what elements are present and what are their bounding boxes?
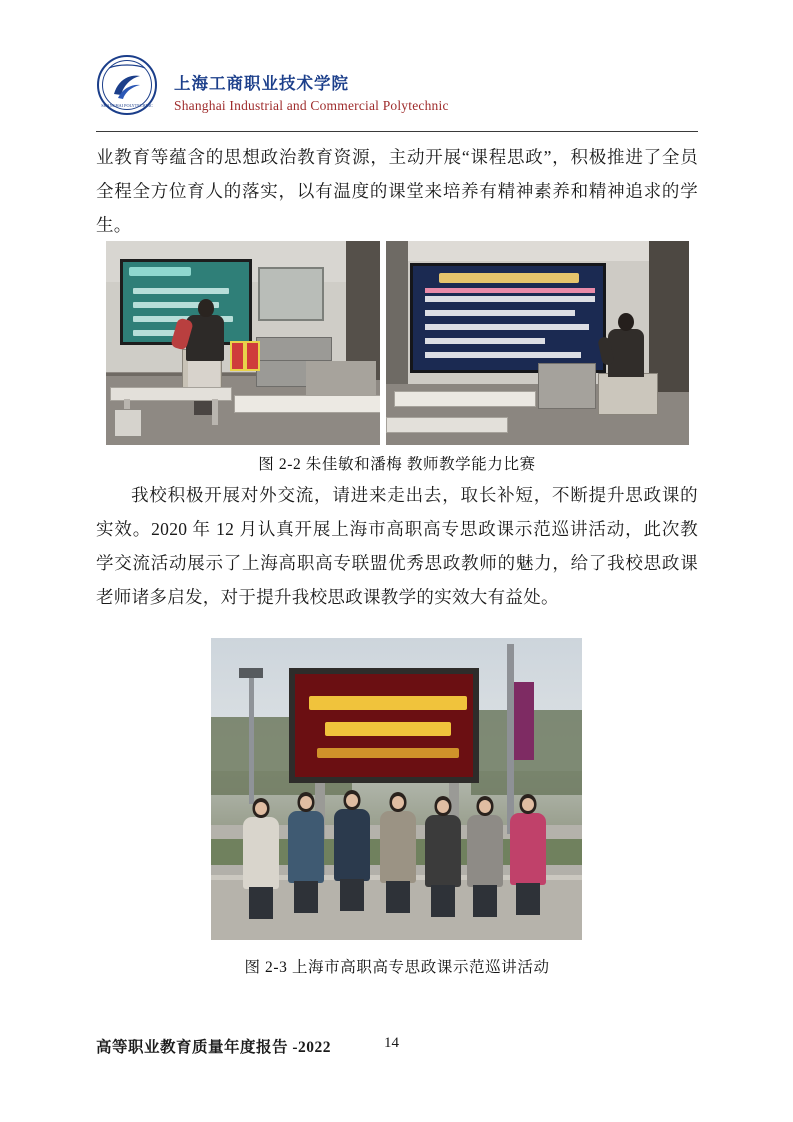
person-figure	[505, 794, 551, 926]
document-header	[96, 54, 696, 124]
person-figure	[283, 792, 329, 926]
svg-text:SHANGHAI POLYTECHNIC: SHANGHAI POLYTECHNIC	[101, 103, 153, 108]
lecture-projector-photo	[386, 241, 689, 445]
footer-title: 高等职业教育质量年度报告 -2022	[96, 1039, 332, 1056]
led-billboard	[289, 668, 479, 783]
person-figure	[239, 798, 283, 926]
school-crest-icon	[96, 54, 158, 116]
person-figure	[375, 792, 421, 926]
figure-2-3-caption: 图 2-3 上海市高职高专思政课示范巡讲活动	[244, 959, 550, 976]
group-photo-campus	[211, 638, 582, 940]
classroom-screen-photo	[106, 241, 380, 445]
school-name-en: Shanghai Industrial and Commercial Polytechnic	[174, 98, 449, 113]
body-paragraph-2: 我校积极开展对外交流，请进来走出去，取长补短，不断提升思政课的实效。2020 年 12 月认真开展上海市高职高专思政课示范巡讲活动，此次教学交流活动展示了上海高职高专联盟优秀思政教师的魅力，给了我校思政课老师诸多启发，对于提升我校思政课教学的实效大有益处。	[96, 485, 698, 607]
figure-2-2-images	[106, 241, 689, 445]
page-number: 14	[384, 1035, 399, 1051]
body-paragraph-1: 业教育等蕴含的思想政治教育资源，主动开展“课程思政”，积极推进了全员全程全方位育人的落实，以有温度的课堂来培养有精神素养和精神追求的学生。	[96, 147, 698, 235]
figure-2-2-caption: 图 2-2 朱佳敏和潘梅 教师教学能力比赛	[258, 456, 536, 473]
school-name-cn: 上海工商职业技术学院	[174, 74, 349, 93]
person-figure	[463, 796, 507, 926]
person-figure	[421, 796, 465, 926]
person-figure	[329, 790, 375, 926]
header-divider	[96, 131, 698, 132]
